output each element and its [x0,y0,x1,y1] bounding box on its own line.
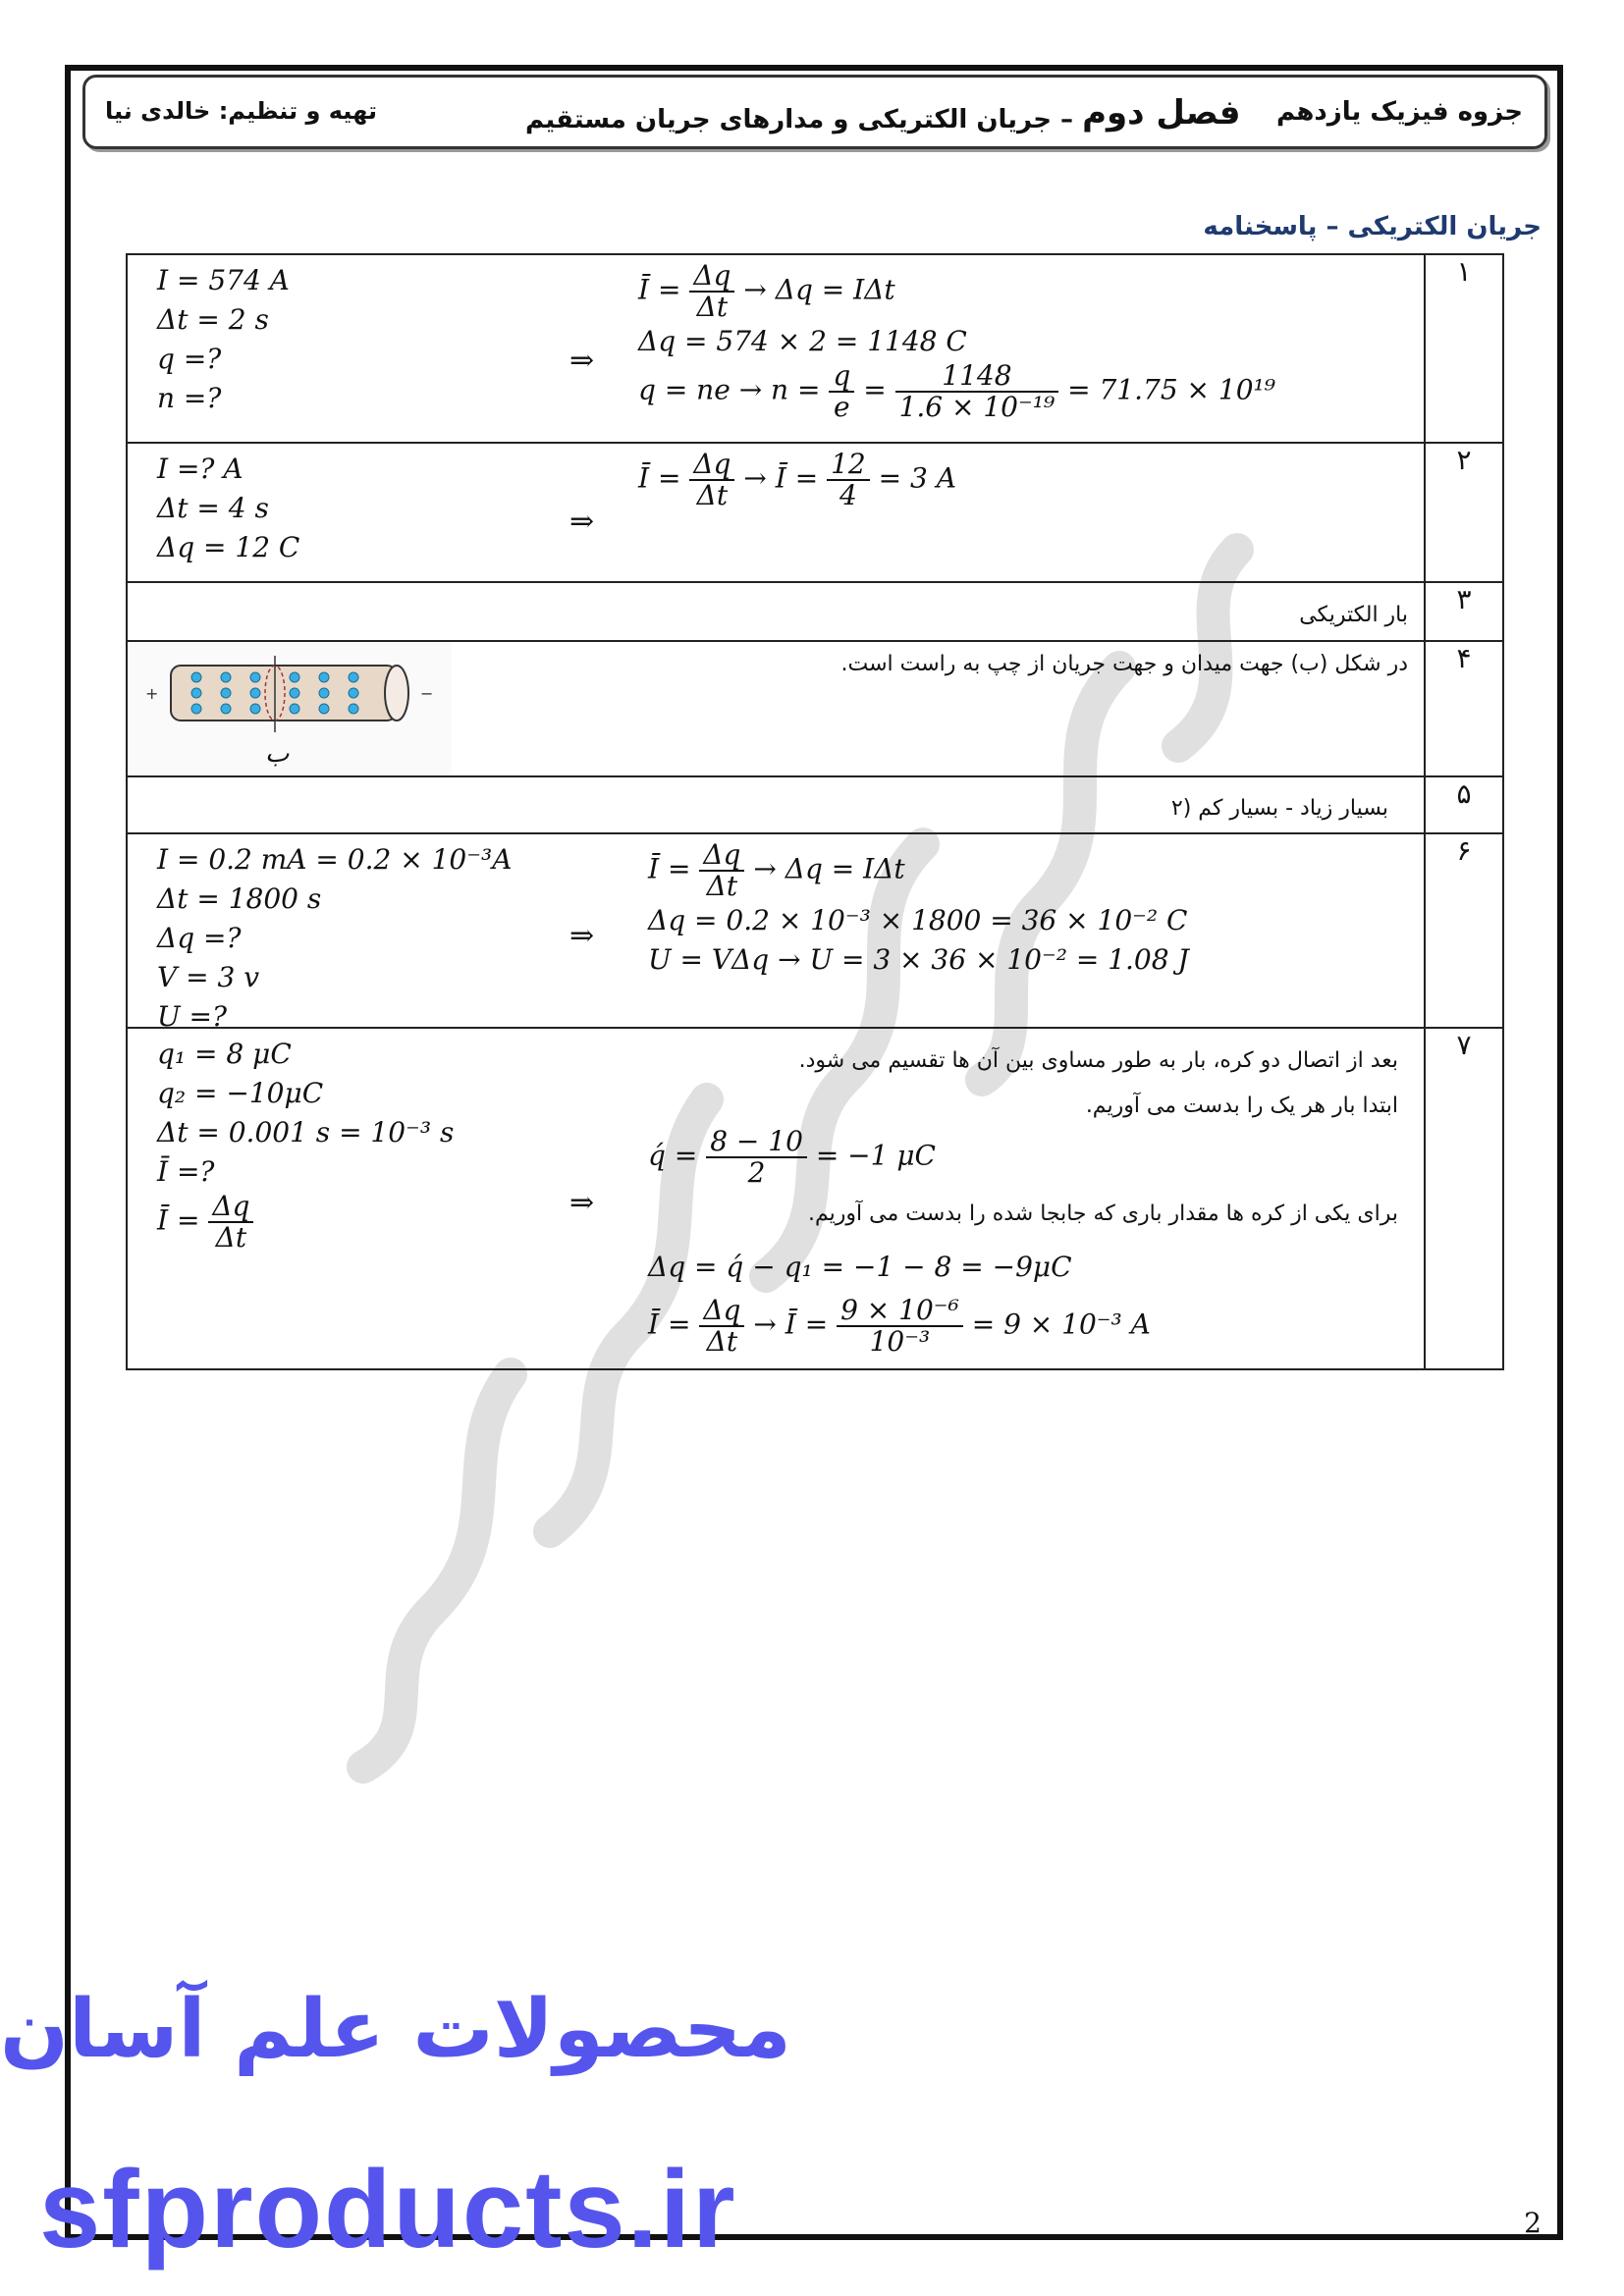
implies-arrow: ⇒ [569,919,595,953]
table-row [127,443,1503,582]
section-title: جریان الکتریکی – پاسخنامه [1203,212,1542,241]
row-number: ۵ [1425,776,1503,833]
explanation-text: بعد از اتصال دو کره، بار به طور مساوی بین آن ها تقسیم می شود. ابتدا بار هر یک را بدست می آوریم. [798,1048,1398,1118]
book-title: جزوه فیزیک یازدهم [1276,97,1523,127]
solution: Ī = $\frac{\Delta q}{\Delta t}$ → Ī = $\frac{12}{4}$ = 3 A [638,448,956,511]
conductor-figure [128,642,452,775]
row-number: ۷ [1425,1028,1503,1369]
implies-arrow: ⇒ [569,1186,595,1220]
author-credit: تهیه و تنظیم: خالدی نیا [105,97,377,125]
row-number: ۳ [1425,582,1503,641]
table-row [127,776,1503,833]
row-number: ۱ [1425,254,1503,443]
implies-arrow: ⇒ [569,505,595,539]
row-number: ۲ [1425,443,1503,582]
implies-arrow: ⇒ [569,344,595,378]
answer-text: بار الکتریکی [1299,602,1408,627]
given-values: I = 0.2 mA = 0.2 × 10⁻³A Δt = 1800 s Δq =? V = 3 v U =? [157,843,513,1033]
given-values: I = 574 A Δt = 2 s q =? n =? [157,264,290,414]
table-row [127,1028,1503,1369]
svg-text:+: + [145,684,159,703]
solution: Ī = $\frac{\Delta q}{\Delta t}$ → Δq = IΔt Δq = 0.2 × 10⁻³ × 1800 = 36 × 10⁻² C U = VΔq → U = 3 × 36 × 10⁻² = 1.08 J [648,838,1189,976]
row-number: ۴ [1425,641,1503,776]
row-number: ۶ [1425,833,1503,1028]
solution-line: Δq = q́ − q₁ = −1 − 8 = −9μC [648,1251,1072,1283]
answer-text: ۲) بسیار زیاد - بسیار کم [1170,795,1388,821]
svg-text:−: − [420,684,434,703]
brand-watermark: محصولات علم آسان [0,1983,791,2076]
brand-url[interactable]: sfproducts.ir [39,2148,737,2270]
answer-table [126,253,1504,1370]
page-number: 2 [1524,2207,1542,2239]
given-values: I =? A Δt = 4 s Δq = 12 C [157,453,300,563]
table-row [127,833,1503,1028]
solution: q́ = $\frac{8 - 10}{2}$ = −1 μC [648,1125,936,1189]
page-header [82,75,1547,149]
table-row [127,254,1503,443]
table-row [127,641,1503,776]
solution-line: Ī = $\frac{\Delta q}{\Delta t}$ → Ī = $\frac{\text{9 × 10⁻⁶}}{\text{10⁻³}}$ = 9 × 10⁻³ A [648,1294,1151,1358]
chapter-title: فصل دوم – جریان الکتریکی و مدارهای جریان مستقیم [525,93,1241,134]
table-row [127,582,1503,641]
solution: Ī = $\frac{\Delta q}{\Delta t}$ → Δq = IΔt Δq = 574 × 2 = 1148 C q = ne → n = $\frac{q}{e}$ = $\frac{1148}{\text{1.6 × 10⁻¹⁹}}$ = 71.75 × 10¹⁹ [638,259,1275,423]
answer-text: در شکل (ب) جهت میدان و جهت جریان از چپ به راست است. [840,652,1408,676]
explanation-text: برای یکی از کره ها مقدار باری که جابجا شده را بدست می آوریم. [808,1201,1398,1226]
given-values: q₁ = 8 μC q₂ = −10μC Δt = 0.001 s = 10⁻³ s Ī =? Ī = $\frac{\Delta q}{\Delta t}$ [157,1038,455,1254]
figure-label: ب [265,739,290,769]
